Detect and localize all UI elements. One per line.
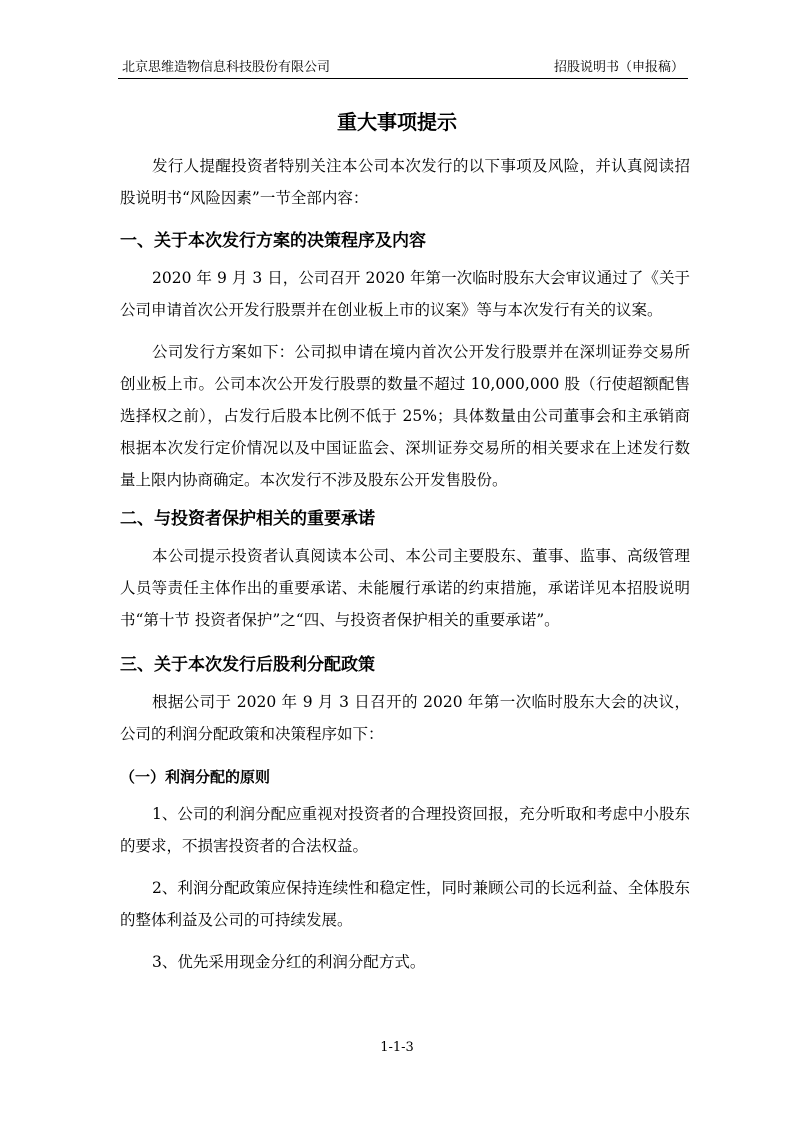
page-number: 1-1-3 (380, 1040, 414, 1055)
intro-block (120, 150, 690, 214)
intro-paragraph: 发行人提醒投资者特别关注本公司本次发行的以下事项及风险，并认真阅读招股说明书“风险因素”一节全部内容： (120, 157, 690, 207)
header-divider (118, 78, 688, 79)
header-company-name: 北京思维造物信息科技股份有限公司 (122, 60, 331, 75)
subsection-1-heading: （一）利润分配的原则 (120, 768, 271, 786)
section-1-paragraph-1: 2020 年 9 月 3 日，公司召开 2020 年第一次临时股东大会审议通过了《关于公司申请首次公开发行股票并在创业板上市的议案》等与本次发行有关的议案。 (120, 269, 690, 319)
section-3-body (120, 686, 690, 750)
principle-3: 3、优先采用现金分红的利润分配方式。 (152, 953, 426, 971)
principle-2: 2、利润分配政策应保持连续性和稳定性，同时兼顾公司的长远利益、全体股东的整体利益及公司的可持续发展。 (120, 879, 690, 929)
principle-1: 1、公司的利润分配应重视对投资者的合理投资回报，充分听取和考虑中小股东的要求，不损害投资者的合法权益。 (120, 805, 690, 855)
page-title: 重大事项提示 (337, 110, 457, 134)
section-3-paragraph-1: 根据公司于 2020 年 9 月 3 日召开的 2020 年第一次临时股东大会的决议，公司的利润分配政策和决策程序如下： (120, 693, 690, 743)
section-1-body (120, 262, 690, 496)
header-document-type: 招股说明书（申报稿） (553, 60, 684, 75)
section-3-heading: 三、关于本次发行后股利分配政策 (120, 655, 375, 675)
page-header (118, 54, 688, 76)
section-1-heading: 一、关于本次发行方案的决策程序及内容 (120, 231, 426, 251)
section-2-body (120, 540, 690, 636)
section-2-heading: 二、与投资者保护相关的重要承诺 (120, 509, 375, 529)
section-1-paragraph-2: 公司发行方案如下：公司拟申请在境内首次公开发行股票并在深圳证券交易所创业板上市。公司本次公开发行股票的数量不超过 10,000,000 股（行使超额配售选择权之前），占发行后股本比例不低于 25%；具体数量由公司董事会和主承销商根据本次发行定价情况以及中国证监会、深圳证券交易所的相关要求在上述发行数量上限内协商确定。本次发行不涉及股东公开发售股份。 (120, 343, 690, 489)
section-2-paragraph-1: 本公司提示投资者认真阅读本公司、本公司主要股东、董事、监事、高级管理人员等责任主体作出的重要承诺、未能履行承诺的约束措施，承诺详见本招股说明书“第十节 投资者保护”之“四、与投资者保护相关的重要承诺”。 (120, 547, 690, 629)
subsection-1-body (120, 798, 690, 978)
